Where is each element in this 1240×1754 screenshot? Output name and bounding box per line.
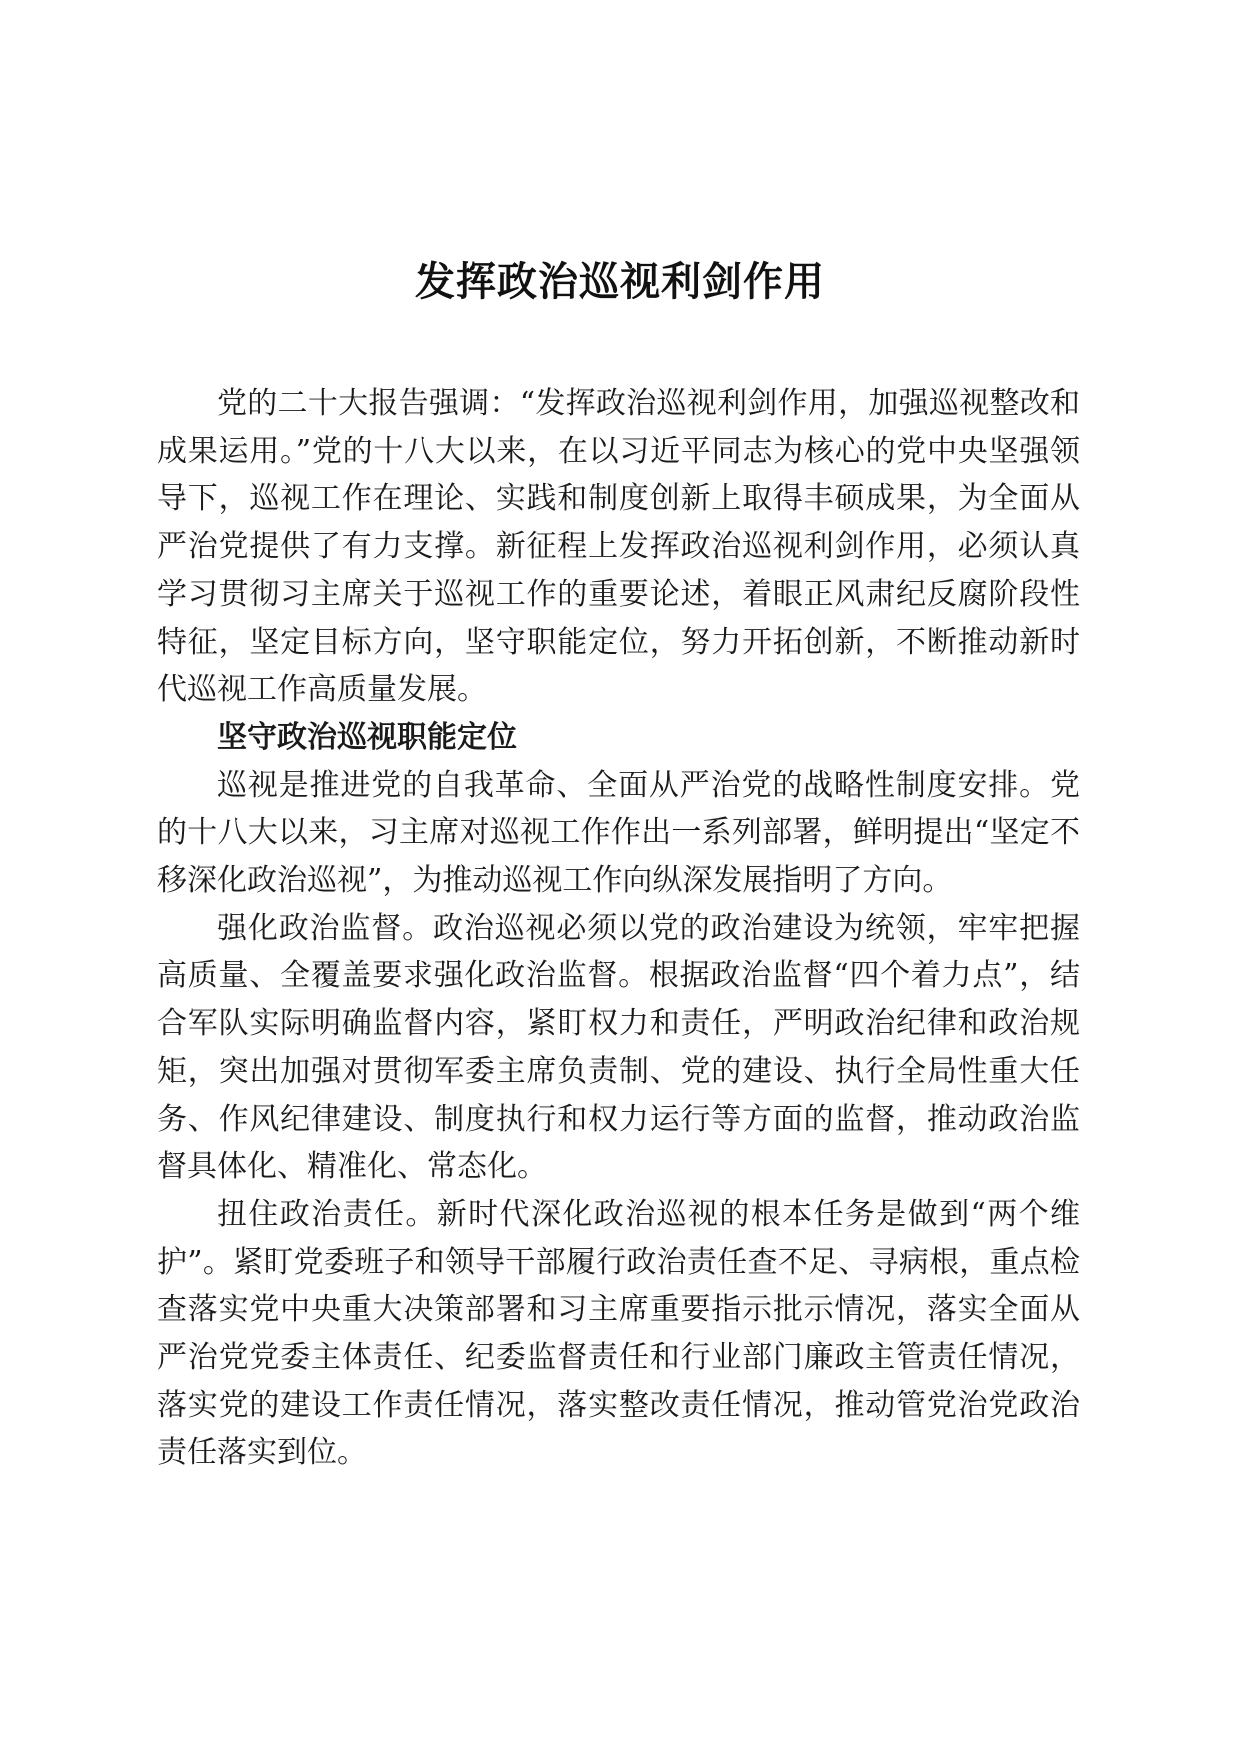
- section-heading: 坚守政治巡视职能定位: [217, 719, 517, 755]
- document-body: [157, 380, 1080, 1477]
- paragraph-political-supervision: 强化政治监督。政治巡视必须以党的政治建设为统领，牢牢把握高质量、全覆盖要求强化政治监督。根据政治监督“四个着力点”，结合军队实际明确监督内容，紧盯权力和责任，严明政治纪律和政治规矩，突出加强对贯彻军委主席负责制、党的建设、执行全局性重大任务、作风纪律建设、制度执行和权力运行等方面的监督，推动政治监督具体化、精准化、常态化。: [157, 910, 1080, 1185]
- paragraph-intro: 党的二十大报告强调：“发挥政治巡视利剑作用，加强巡视整改和成果运用。”党的十八大以来，在以习近平同志为核心的党中央坚强领导下，巡视工作在理论、实践和制度创新上取得丰硕成果，为全面从严治党提供了有力支撑。新征程上发挥政治巡视利剑作用，必须认真学习贯彻习主席关于巡视工作的重要论述，着眼正风肃纪反腐阶段性特征，坚定目标方向，坚守职能定位，努力开拓创新，不断推动新时代巡视工作高质量发展。: [157, 386, 1080, 708]
- paragraph-inspection-definition: 巡视是推进党的自我革命、全面从严治党的战略性制度安排。党的十八大以来，习主席对巡视工作作出一系列部署，鲜明提出“坚定不移深化政治巡视”，为推动巡视工作向纵深发展指明了方向。: [157, 767, 1080, 899]
- document-title: 发挥政治巡视利剑作用: [415, 258, 825, 305]
- paragraph-political-responsibility: 扭住政治责任。新时代深化政治巡视的根本任务是做到“两个维护”。紧盯党委班子和领导干部履行政治责任查不足、寻病根，重点检查落实党中央重大决策部署和习主席重要指示批示情况，落实全面从严治党党委主体责任、纪委监督责任和行业部门廉政主管责任情况，落实党的建设工作责任情况，落实整改责任情况，推动管党治党政治责任落实到位。: [157, 1196, 1080, 1471]
